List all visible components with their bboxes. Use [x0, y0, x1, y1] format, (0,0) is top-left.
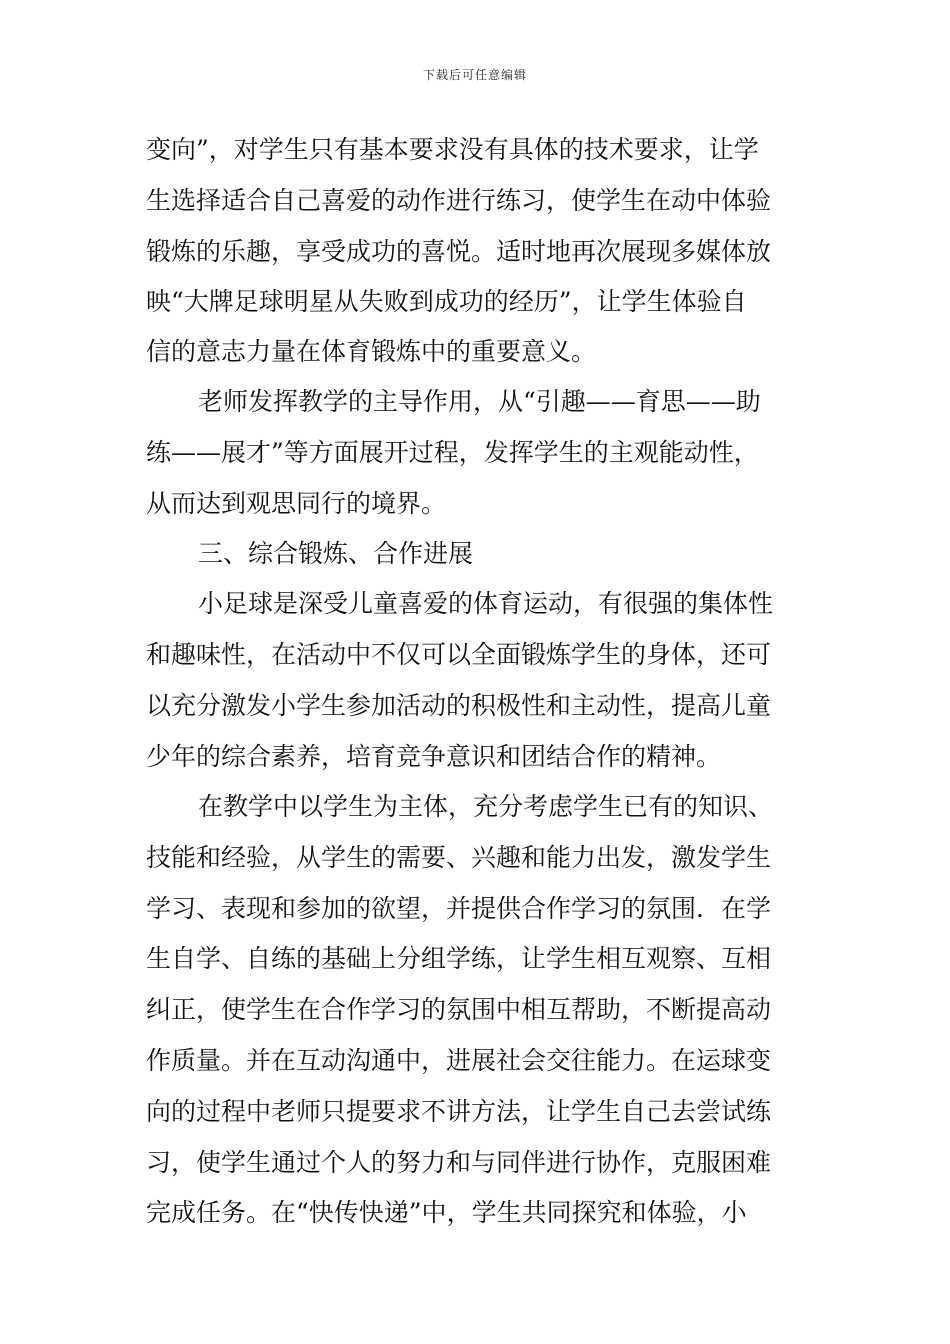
text-line: 锻炼的乐趣，享受成功的喜悦。适时地再次展现多媒体放: [146, 237, 772, 266]
text-line: 完成任务。在“快传快递”中，学生共同探究和体验，小: [146, 1198, 747, 1227]
text-line: 变向”，对学生只有基本要求没有具体的技术要求，让学: [146, 135, 759, 164]
paragraph-start: 老师发挥教学的主导作用，从“引趣——育思——助: [198, 387, 761, 416]
page-header: 下载后可任意编辑: [422, 68, 527, 82]
text-line: 作质量。并在互动沟通中，进展社会交往能力。在运球变: [146, 1046, 772, 1075]
text-line: 生选择适合自己喜爱的动作进行练习，使学生在动中体验: [146, 186, 772, 215]
paragraph-start: 小足球是深受儿童喜爱的体育运动，有很强的集体性: [198, 589, 774, 618]
text-line: 学习、表现和参加的欲望，并提供合作学习的氛围．在学: [146, 894, 772, 923]
text-line: 以充分激发小学生参加活动的积极性和主动性，提高儿童: [146, 691, 772, 720]
text-line: 和趣味性，在活动中不仅可以全面锻炼学生的身体，还可: [146, 640, 772, 669]
text-line: 向的过程中老师只提要求不讲方法，让学生自己去尝试练: [146, 1097, 772, 1126]
text-line: 练——展才”等方面展开过程，发挥学生的主观能动性，: [146, 438, 759, 467]
text-line: 少年的综合素养，培育竞争意识和团结合作的精神。: [146, 742, 722, 771]
text-line: 从而达到观思同行的境界。: [146, 489, 447, 518]
paragraph-start: 在教学中以学生为主体，充分考虑学生已有的知识、: [198, 792, 774, 821]
text-line: 习，使学生通过个人的努力和与同伴进行协作，克服困难: [146, 1148, 772, 1177]
section-heading: 三、综合锻炼、合作进展: [198, 539, 474, 568]
text-line: 生自学、自练的基础上分组学练，让学生相互观察、互相: [146, 944, 772, 973]
text-line: 技能和经验，从学生的需要、兴趣和能力出发，激发学生: [146, 843, 772, 872]
text-line: 信的意志力量在体育锻炼中的重要意义。: [146, 337, 597, 366]
text-line: 映“大牌足球明星从失败到成功的经历”，让学生体验自: [146, 287, 747, 316]
text-line: 纠正，使学生在合作学习的氛围中相互帮助，不断提高动: [146, 995, 772, 1024]
